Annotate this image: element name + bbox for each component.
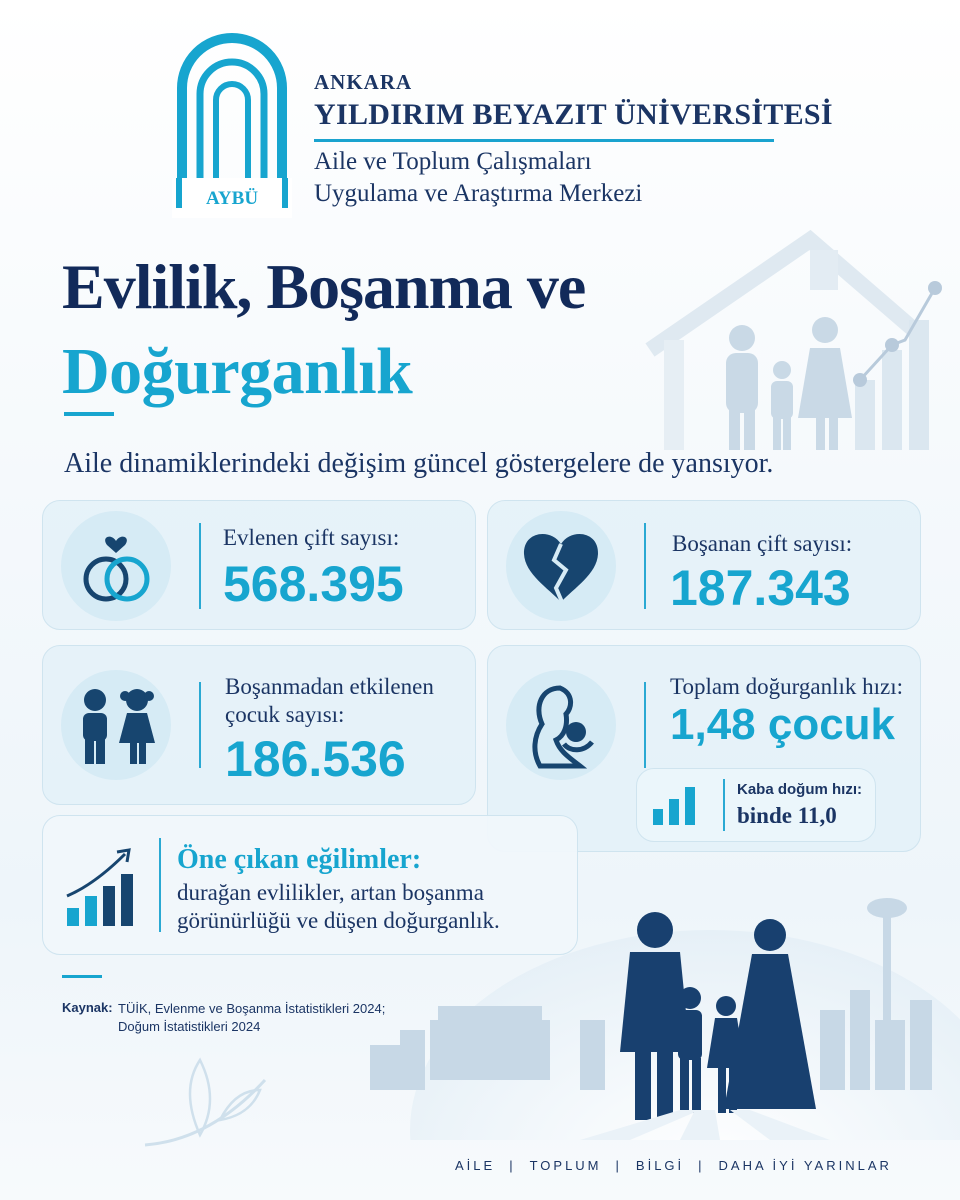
- divorced-label: Boşanan çift sayısı:: [672, 531, 853, 556]
- married-divider: [199, 523, 201, 609]
- university-name: YILDIRIM BEYAZIT ÜNİVERSİTESİ: [314, 98, 833, 131]
- children-card: [42, 645, 476, 805]
- trends-card: [42, 815, 578, 955]
- footer-item-bilgi: BİLGİ: [635, 1158, 685, 1173]
- divorced-divider: [644, 523, 646, 609]
- married-label: Evlenen çift sayısı:: [223, 525, 400, 550]
- children-label-line1: Boşanmadan etkilenen: [225, 674, 434, 699]
- source-line1: TÜİK, Evlenme ve Boşanma İstatistikleri 2024;: [118, 1001, 386, 1016]
- trends-divider: [159, 838, 161, 932]
- footer-item-toplum: TOPLUM: [529, 1158, 602, 1173]
- footer-item-yarinlar: DAHA İYİ YARINLAR: [718, 1158, 892, 1173]
- source-key: Kaynak:: [62, 1000, 113, 1015]
- page-subtitle: Aile dinamiklerindeki değişim güncel göstergelere de yansıyor.: [64, 448, 774, 479]
- source-line2: Doğum İstatistikleri 2024: [118, 1019, 261, 1034]
- children-label-line2: çocuk sayısı:: [225, 702, 345, 727]
- fertility-label: Toplam doğurganlık hızı:: [670, 674, 904, 699]
- source-divider: [62, 975, 102, 978]
- married-value: 568.395: [223, 556, 404, 612]
- source-value: [118, 1000, 385, 1036]
- header-divider: [314, 139, 774, 142]
- sprout-illustration: [140, 1040, 270, 1150]
- fertility-divider: [644, 682, 646, 768]
- logo-text: AYBÜ: [205, 188, 259, 209]
- children-value: 186.536: [225, 731, 406, 787]
- title-underline: [64, 412, 114, 416]
- house-family-illustration: [630, 220, 960, 450]
- married-card: [42, 500, 476, 630]
- children-divider: [199, 682, 201, 768]
- footer-item-aile: AİLE: [455, 1158, 496, 1173]
- birth-rate-card: [636, 768, 876, 842]
- university-city: ANKARA: [314, 70, 413, 94]
- trends-line1: durağan evlilikler, artan boşanma: [177, 880, 484, 905]
- broken-heart-icon: [518, 526, 604, 606]
- center-name-line1: Aile ve Toplum Çalışmaları: [314, 148, 592, 175]
- trends-line2: görünürlüğü ve düşen doğurganlık.: [177, 908, 500, 933]
- center-name-line2: Uygulama ve Araştırma Merkezi: [314, 180, 643, 207]
- birth-rate-value: binde 11,0: [737, 803, 837, 828]
- children-icon: [71, 686, 163, 766]
- divorced-value: 187.343: [670, 560, 851, 616]
- fertility-value: 1,48 çocuk: [670, 700, 896, 749]
- bar-chart-icon: [651, 785, 697, 825]
- page-title-line2: Doğurganlık: [62, 335, 413, 408]
- growth-chart-icon: [65, 844, 137, 928]
- mother-child-icon: [520, 682, 604, 770]
- page-title-line1: Evlilik, Boşanma ve: [62, 251, 586, 322]
- aybu-logo: [172, 28, 292, 218]
- rings-icon: [71, 521, 161, 611]
- birth-rate-label: Kaba doğum hızı:: [737, 781, 862, 798]
- footer-tagline: AİLE | TOPLUM | BİLGİ | DAHA İYİ YARINLAR: [455, 1158, 892, 1173]
- divorced-card: [487, 500, 921, 630]
- trends-title: Öne çıkan eğilimler:: [177, 844, 422, 875]
- birth-rate-divider: [723, 779, 725, 831]
